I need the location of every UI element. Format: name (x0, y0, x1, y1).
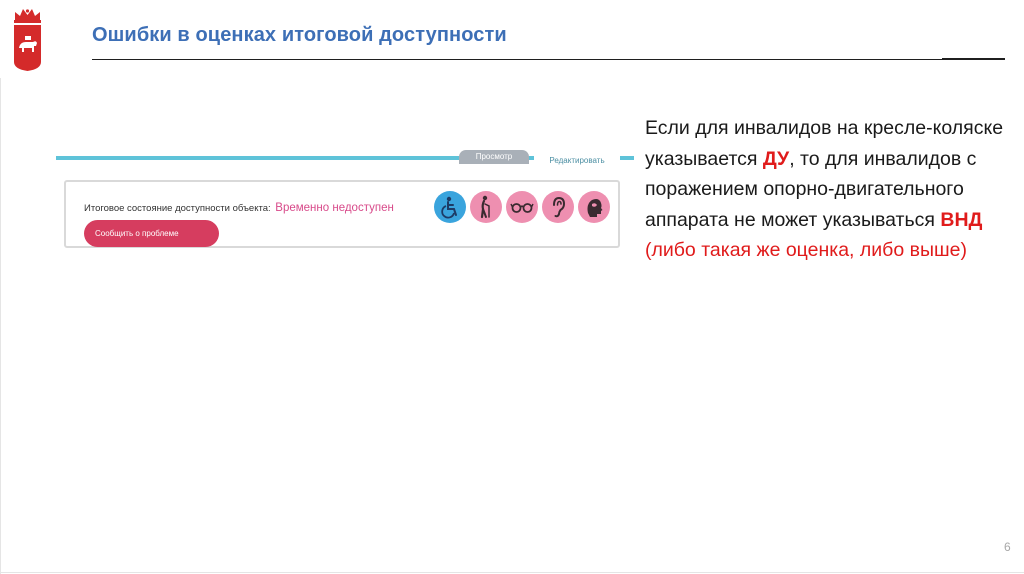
status-row (84, 202, 394, 214)
rule-note: (либо такая же оценка, либо выше) (645, 239, 967, 261)
elderly-cane-icon[interactable] (470, 191, 502, 223)
report-problem-button[interactable]: Сообщить о проблеме (84, 220, 219, 247)
rule-description (645, 113, 1010, 266)
perm-coat-of-arms-icon (9, 6, 46, 72)
tab-view[interactable]: Просмотр (459, 150, 529, 164)
wheelchair-icon[interactable] (434, 191, 466, 223)
status-label: Итоговое состояние доступности объекта: (84, 203, 271, 214)
glasses-icon[interactable] (506, 191, 538, 223)
page-number: 6 (1004, 540, 1011, 554)
slide-left-border (0, 78, 1, 574)
accessibility-screenshot (56, 150, 634, 254)
code-du: ДУ (762, 147, 790, 170)
accessibility-status-panel (64, 180, 620, 248)
rule-text-part1: Если для инвалидов на кресле-коляске указывается (645, 117, 1004, 170)
rule-text-part2: , то для инвалидов с поражением опорно-двигательного аппарата не может указываться (645, 147, 977, 231)
status-value: Временно недоступен (275, 202, 394, 214)
code-vnd: ВНД (940, 208, 983, 231)
tab-edit[interactable]: Редактировать (534, 150, 620, 170)
head-profile-icon[interactable] (578, 191, 610, 223)
title-divider (92, 59, 1005, 60)
slide-bottom-border (0, 572, 1024, 573)
ear-icon[interactable] (542, 191, 574, 223)
slide-title: Ошибки в оценках итоговой доступности (92, 24, 507, 46)
title-divider-accent (942, 58, 1005, 60)
